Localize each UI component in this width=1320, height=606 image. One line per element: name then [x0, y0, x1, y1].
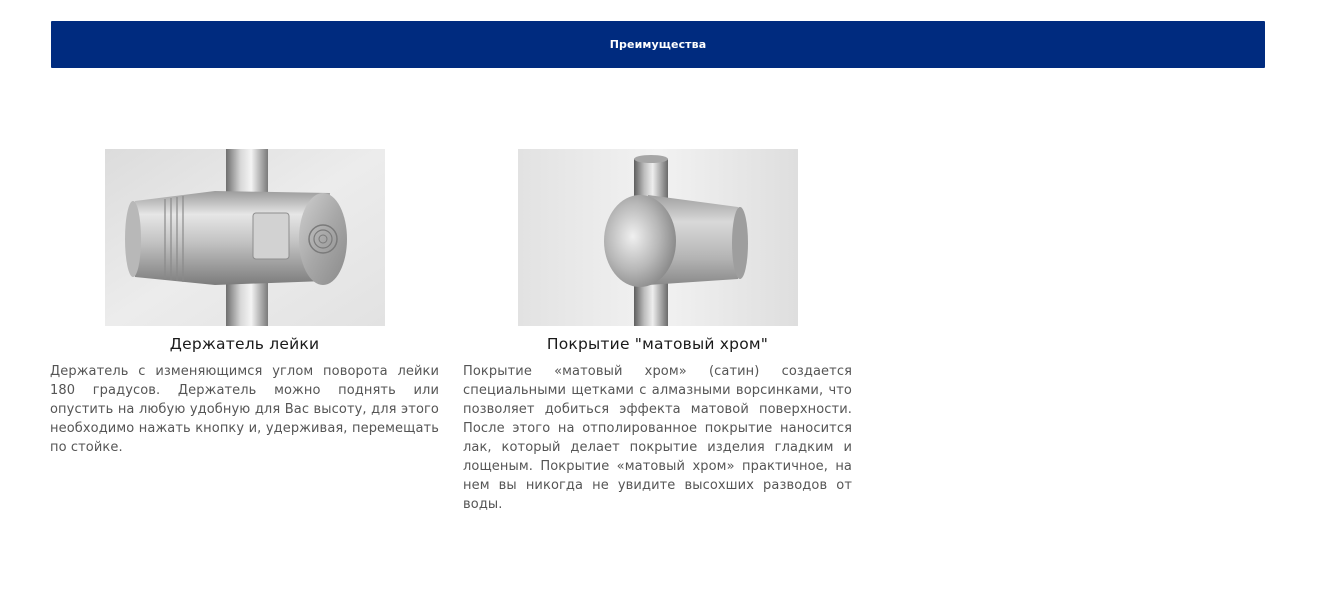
feature-description: Покрытие «матовый хром» (сатин) создается специальными щетками с алмазными ворсинками, что позволяет добиться эффекта матовой поверхности. После этого на отполированное покрытие наносится лак, который делает покрытие изделия гладким и лощеным. Покрытие «матовый хром» практичное, на нем вы никогда не увидите высохших разводов от воды. — [463, 364, 852, 512]
tab-advantages-label: Преимущества — [609, 38, 707, 51]
matte-chrome-photo — [518, 149, 798, 326]
feature-card-matte-chrome — [463, 149, 852, 514]
feature-description: Держатель с изменяющимся углом поворота лейки 180 градусов. Держатель можно поднять или опустить на любую удобную для Вас высоту, для этого необходимо нажать кнопку и, удерживая, перемещать по стойке. — [50, 364, 439, 455]
tab-advantages[interactable] — [51, 21, 1265, 68]
feature-title: Покрытие "матовый хром" — [546, 335, 769, 353]
shower-holder-photo — [105, 149, 385, 326]
feature-card-shower-holder — [50, 149, 439, 457]
feature-title: Держатель лейки — [169, 335, 320, 353]
